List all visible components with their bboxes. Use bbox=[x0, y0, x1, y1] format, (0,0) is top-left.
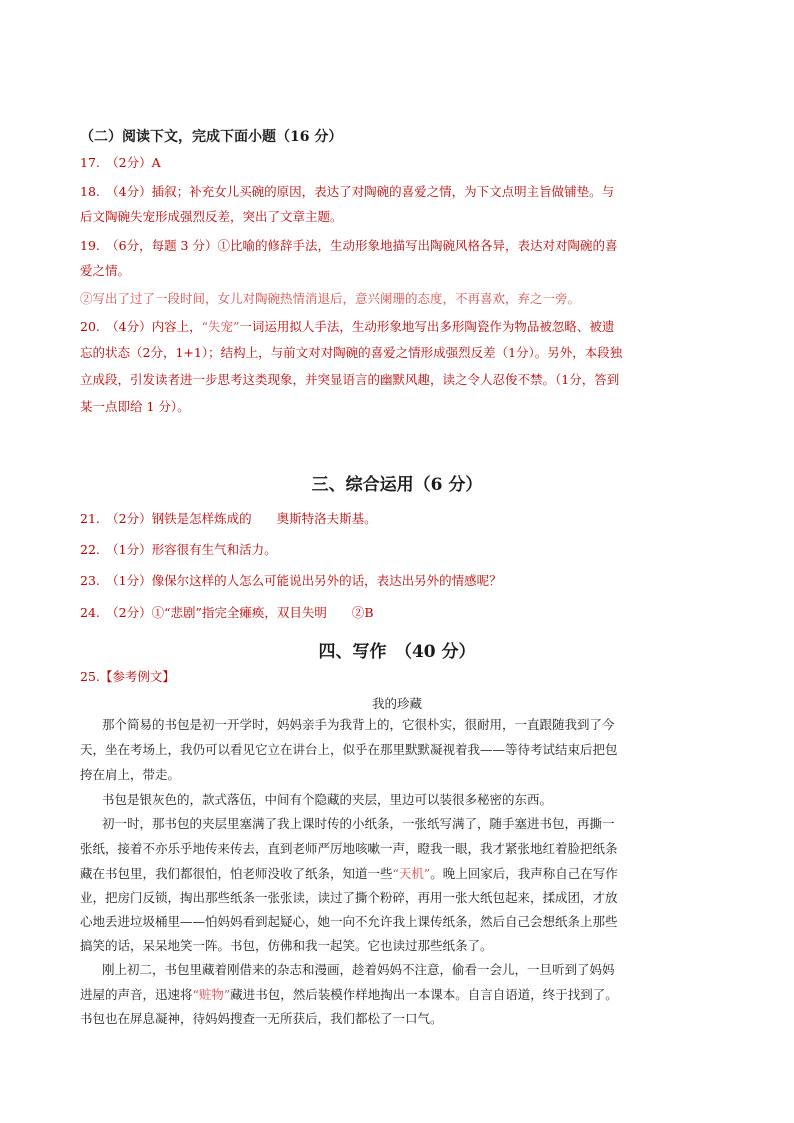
answer-20-quote: “失宠” bbox=[201, 319, 240, 334]
answer-24: 24. （2分）①“悲剧”指完全瘫痪，双目失明 ②B bbox=[80, 605, 374, 620]
answer-20-line-3: 立成段，引发读者进一步思考这类现象，并突显语言的幽默风趣，读之令人忍俊不禁。（1分，答到 bbox=[80, 372, 620, 387]
essay-p4-line-2 bbox=[80, 986, 680, 1003]
answer-20-line-1 bbox=[80, 318, 700, 335]
essay-p4-line-2-a: 进屋的声音，迅速将 bbox=[80, 987, 193, 1002]
answer-19-line-3: ②写出了过了一段时间，女儿对陶碗热情消退后，意兴阑珊的态度，不再喜欢，弃之一旁。 bbox=[80, 291, 581, 306]
answer-18-line-2: 后文陶碗失宠形成强烈反差，突出了文章主题。 bbox=[80, 209, 343, 224]
answer-20-prefix: 20. （4分）内容上， bbox=[80, 319, 202, 334]
essay-p1-line-2: 天，坐在考场上，我仍可以看见它立在讲台上，似乎在那里默默凝视着我——等待考试结束后把包 bbox=[80, 742, 618, 757]
essay-p4-line-2-c: 藏进书包，然后装模作样地掏出一本课本。自言自语道，终于找到了。 bbox=[230, 987, 618, 1002]
essay-p3-line-6: 搞笑的话，呆呆地笑一阵。书包，仿佛和我一起笑。它也读过那些纸条了。 bbox=[80, 938, 493, 953]
answer-20-line-4: 某一点即给 1 分）。 bbox=[80, 399, 190, 414]
answer-23: 23. （1分）像保尔这样的人怎么可能说出另外的话，表达出另外的情感呢？ bbox=[80, 573, 502, 588]
essay-p4-quote: “赃物” bbox=[192, 987, 231, 1002]
essay-p3-line-2: 张纸，接着不亦乐乎地传来传去，直到老师严厉地咳嗽一声，瞪我一眼，我才紧张地红着脸把纸条 bbox=[80, 841, 618, 856]
answer-22: 22. （1分）形容很有生气和活力。 bbox=[80, 542, 277, 557]
answer-20-rest: 一词运用拟人手法，生动形象地写出多形陶瓷作为物品被忽略、被遗 bbox=[239, 319, 615, 334]
section-4-heading: 四、写作 （40 分） bbox=[318, 642, 476, 662]
answer-20-line-2: 忘的状态（2分，1+1）；结构上，与前文对对陶碗的喜爱之情形成强烈反差（1分）。另外，本段独 bbox=[80, 345, 623, 360]
essay-p1-line-1: 那个简易的书包是初一开学时，妈妈亲手为我背上的，它很朴实，很耐用，一直跟随我到了今 bbox=[102, 717, 615, 732]
answer-18-line-1: 18. （4分）插叙；补充女儿买碗的原因，表达了对陶碗的喜爱之情，为下文点明主旨做铺垫。与 bbox=[80, 184, 615, 199]
answer-19-line-2: 爱之情。 bbox=[80, 263, 131, 278]
essay-p3-quote: “天机” bbox=[392, 866, 431, 881]
essay-title: 我的珍藏 bbox=[371, 696, 422, 711]
essay-p3-line-3 bbox=[80, 865, 680, 882]
answer-25-label: 25.【参考例文】 bbox=[80, 669, 175, 684]
essay-p3-line-3-c: 。晚上回家后，我声称自己在写作 bbox=[430, 866, 618, 881]
section-3-heading: 三、综合运用（6 分） bbox=[311, 475, 483, 495]
answer-19-line-1: 19. （6分，每题 3 分）①比喻的修辞手法，生动形象地描写出陶碗风格各异，表达对对陶碗的喜 bbox=[80, 238, 618, 253]
answer-21: 21. （2分）钢铁是怎样炼成的 奥斯特洛夫斯基。 bbox=[80, 511, 377, 526]
essay-p3-line-4: 业，把房门反锁，掏出那些纸条一张张读，读过了撕个粉碎，再用一张大纸包起来，揉成团，才放 bbox=[80, 890, 618, 905]
essay-p4-line-3: 书包也在屏息凝神，待妈妈搜查一无所获后，我们都松了一口气。 bbox=[80, 1011, 443, 1026]
answer-17: 17. （2分）A bbox=[80, 155, 161, 170]
essay-p2: 书包是银灰色的，款式落伍，中间有个隐藏的夹层，里边可以装很多秘密的东西。 bbox=[102, 792, 553, 807]
essay-p1-line-3: 挎在肩上，带走。 bbox=[80, 767, 181, 782]
essay-p4-line-1: 刚上初二，书包里藏着刚借来的杂志和漫画，趁着妈妈不注意，偷看一会儿，一旦听到了妈妈 bbox=[102, 962, 615, 977]
essay-p3-line-5: 心地丢进垃圾桶里——怕妈妈看到起疑心，她一向不允许我上课传纸条，然后自己会想纸条上那些 bbox=[80, 914, 618, 929]
section-2-heading: （二）阅读下文，完成下面小题（16 分） bbox=[80, 129, 343, 145]
essay-p3-line-1: 初一时，那书包的夹层里塞满了我上课时传的小纸条，一张纸写满了，随手塞进书包，再撕一 bbox=[102, 816, 615, 831]
essay-p3-line-3-a: 藏在书包里，我们都很怕，怕老师没收了纸条，知道一些 bbox=[80, 866, 393, 881]
